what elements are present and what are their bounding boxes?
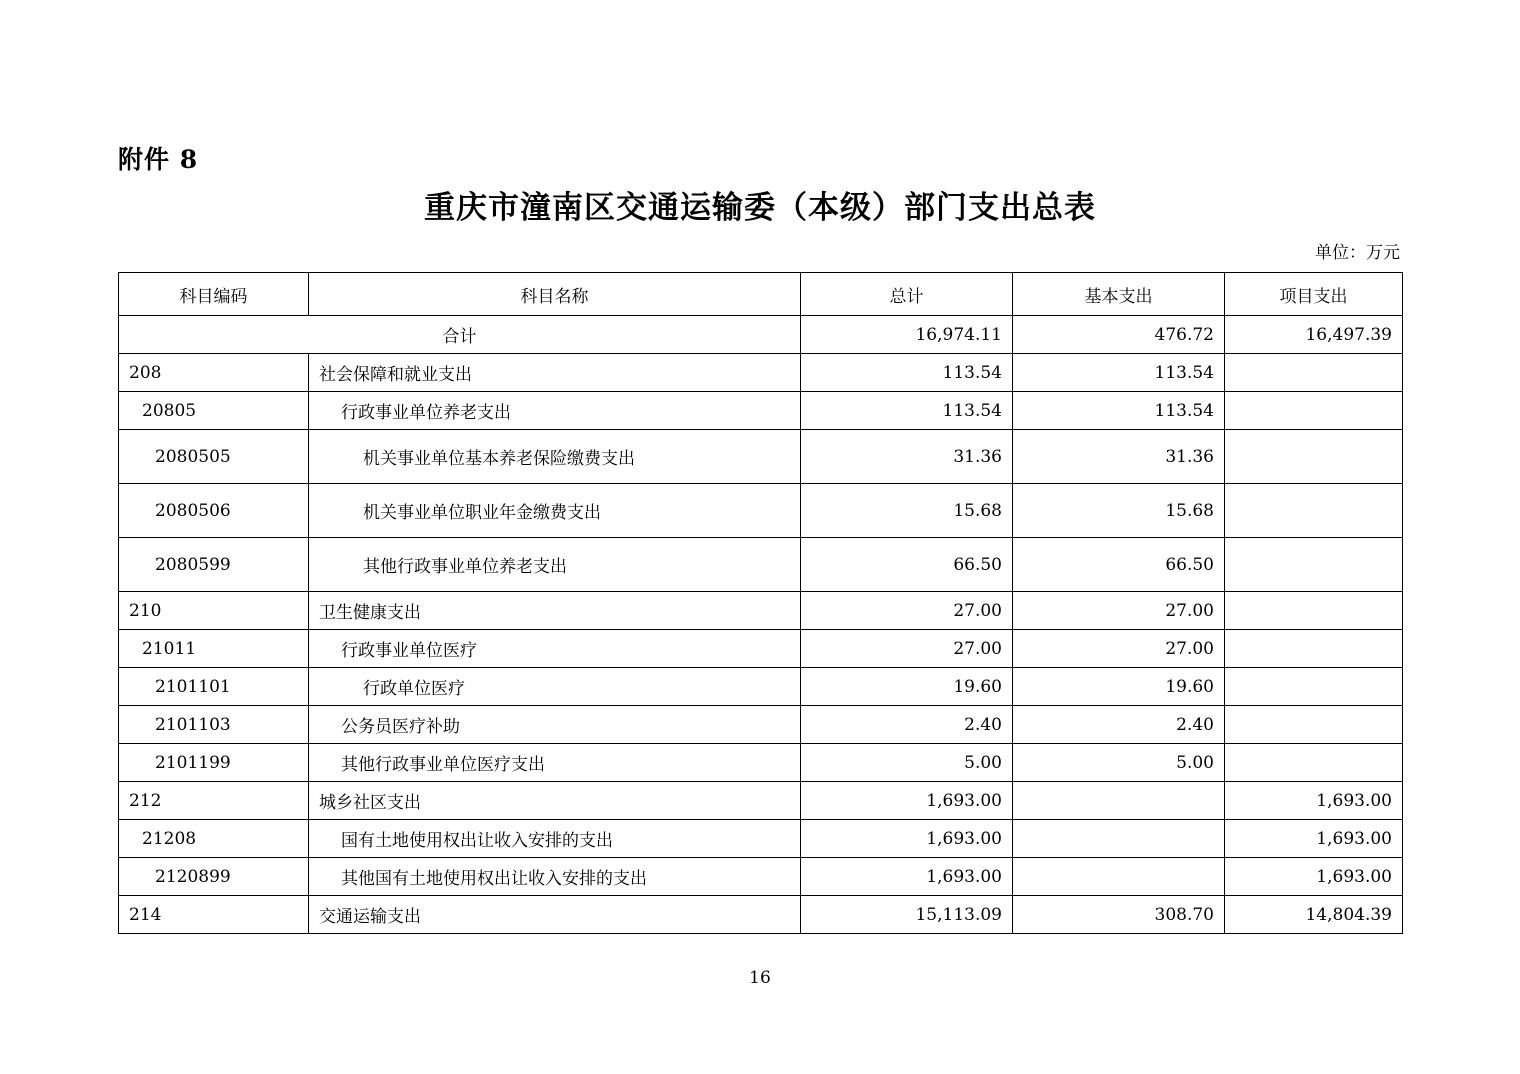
cell-name: 行政事业单位养老支出	[309, 392, 801, 430]
cell-total: 19.60	[801, 668, 1013, 706]
cell-basic: 31.36	[1013, 430, 1225, 484]
table-row	[119, 858, 1403, 896]
cell-project: 14,804.39	[1225, 896, 1403, 934]
cell-project	[1225, 354, 1403, 392]
cell-project: 1,693.00	[1225, 858, 1403, 896]
cell-total: 15,113.09	[801, 896, 1013, 934]
column-header-total: 总计	[801, 273, 1013, 316]
cell-basic: 308.70	[1013, 896, 1225, 934]
cell-code: 2101101	[119, 668, 309, 706]
cell-total: 15.68	[801, 484, 1013, 538]
cell-total: 1,693.00	[801, 858, 1013, 896]
cell-basic: 27.00	[1013, 592, 1225, 630]
cell-code: 20805	[119, 392, 309, 430]
cell-basic: 19.60	[1013, 668, 1225, 706]
column-header-project: 项目支出	[1225, 273, 1403, 316]
cell-name: 机关事业单位职业年金缴费支出	[309, 484, 801, 538]
table-header-row	[119, 273, 1403, 316]
cell-name: 其他行政事业单位养老支出	[309, 538, 801, 592]
table-row	[119, 744, 1403, 782]
cell-total: 113.54	[801, 392, 1013, 430]
cell-code: 21011	[119, 630, 309, 668]
cell-code: 2080505	[119, 430, 309, 484]
table-row	[119, 630, 1403, 668]
cell-name: 机关事业单位基本养老保险缴费支出	[309, 430, 801, 484]
table-row-total	[119, 316, 1403, 354]
page-title: 重庆市潼南区交通运输委（本级）部门支出总表	[424, 190, 1096, 226]
cell-project	[1225, 538, 1403, 592]
cell-basic: 113.54	[1013, 354, 1225, 392]
cell-project	[1225, 592, 1403, 630]
table-row	[119, 668, 1403, 706]
expenditure-table	[118, 272, 1403, 934]
cell-basic	[1013, 782, 1225, 820]
cell-basic: 66.50	[1013, 538, 1225, 592]
cell-project	[1225, 744, 1403, 782]
cell-project	[1225, 706, 1403, 744]
cell-total: 2.40	[801, 706, 1013, 744]
cell-project: 1,693.00	[1225, 782, 1403, 820]
attachment-label: 附件 8	[118, 145, 199, 174]
cell-project	[1225, 484, 1403, 538]
table-row	[119, 896, 1403, 934]
cell-name: 行政事业单位医疗	[309, 630, 801, 668]
table-row	[119, 354, 1403, 392]
total-row-total: 16,974.11	[801, 316, 1013, 354]
cell-name: 卫生健康支出	[309, 592, 801, 630]
cell-basic	[1013, 858, 1225, 896]
cell-code: 2101103	[119, 706, 309, 744]
cell-total: 31.36	[801, 430, 1013, 484]
cell-name: 行政单位医疗	[309, 668, 801, 706]
cell-name: 公务员医疗补助	[309, 706, 801, 744]
cell-total: 5.00	[801, 744, 1013, 782]
cell-code: 208	[119, 354, 309, 392]
cell-name: 城乡社区支出	[309, 782, 801, 820]
cell-total: 1,693.00	[801, 820, 1013, 858]
cell-basic	[1013, 820, 1225, 858]
total-row-label: 合计	[119, 316, 801, 354]
total-row-basic: 476.72	[1013, 316, 1225, 354]
table-row	[119, 538, 1403, 592]
cell-basic: 27.00	[1013, 630, 1225, 668]
cell-project	[1225, 392, 1403, 430]
page-number: 16	[749, 968, 771, 988]
cell-total: 66.50	[801, 538, 1013, 592]
cell-total: 113.54	[801, 354, 1013, 392]
cell-basic: 2.40	[1013, 706, 1225, 744]
cell-basic: 5.00	[1013, 744, 1225, 782]
cell-total: 27.00	[801, 592, 1013, 630]
cell-project	[1225, 668, 1403, 706]
cell-name: 其他行政事业单位医疗支出	[309, 744, 801, 782]
table-row	[119, 392, 1403, 430]
cell-code: 2080599	[119, 538, 309, 592]
table-row	[119, 430, 1403, 484]
table-row	[119, 592, 1403, 630]
table-row	[119, 820, 1403, 858]
cell-code: 2080506	[119, 484, 309, 538]
cell-total: 1,693.00	[801, 782, 1013, 820]
cell-basic: 15.68	[1013, 484, 1225, 538]
cell-code: 2101199	[119, 744, 309, 782]
total-row-project: 16,497.39	[1225, 316, 1403, 354]
table-row	[119, 484, 1403, 538]
cell-code: 212	[119, 782, 309, 820]
column-header-name: 科目名称	[309, 273, 801, 316]
cell-basic: 113.54	[1013, 392, 1225, 430]
table-row	[119, 782, 1403, 820]
table-row	[119, 706, 1403, 744]
table-body	[119, 316, 1403, 934]
cell-name: 社会保障和就业支出	[309, 354, 801, 392]
cell-project	[1225, 430, 1403, 484]
cell-name: 交通运输支出	[309, 896, 801, 934]
cell-total: 27.00	[801, 630, 1013, 668]
cell-project	[1225, 630, 1403, 668]
cell-name: 国有土地使用权出让收入安排的支出	[309, 820, 801, 858]
cell-code: 210	[119, 592, 309, 630]
column-header-code: 科目编码	[119, 273, 309, 316]
cell-code: 214	[119, 896, 309, 934]
table-header	[119, 273, 1403, 316]
cell-code: 2120899	[119, 858, 309, 896]
column-header-basic: 基本支出	[1013, 273, 1225, 316]
cell-name: 其他国有土地使用权出让收入安排的支出	[309, 858, 801, 896]
cell-project: 1,693.00	[1225, 820, 1403, 858]
unit-note: 单位：万元	[1315, 243, 1400, 263]
cell-code: 21208	[119, 820, 309, 858]
